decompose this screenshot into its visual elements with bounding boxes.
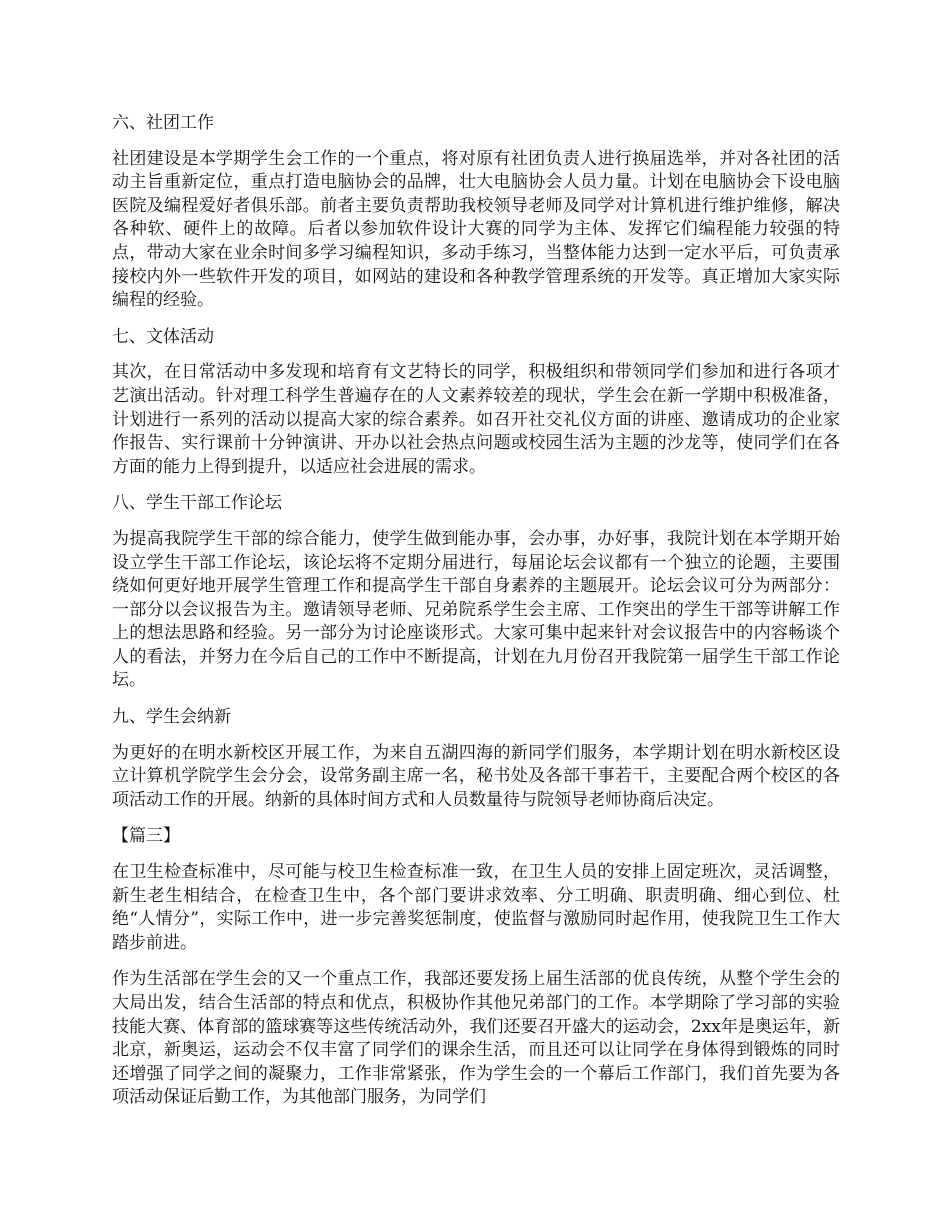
paragraph-recruitment: 为更好的在明水新校区开展工作，为来自五湖四海的新同学们服务，本学期计划在明水新校区设立计算机学院学生会分会，设常务副主席一名，秘书处及各部干事若干，主要配合两个校区的各项活动工作的开展。纳新的具体时间方式和人员数量待与院领导老师协商后决定。 bbox=[112, 742, 840, 810]
document-page bbox=[112, 112, 840, 1123]
section-heading-part-three: 【篇三】 bbox=[112, 826, 180, 847]
section-heading-seven: 七、文体活动 bbox=[112, 326, 214, 347]
section-heading-six: 六、社团工作 bbox=[112, 113, 214, 133]
paragraph-hygiene-inspection: 在卫生检查标准中，尽可能与校卫生检查标准一致，在卫生人员的安排上固定班次，灵活调整，新生老生相结合，在检查卫生中，各个部门要讲求效率、分工明确、职责明确、细心到位、杜绝“人情分”，实际工作中，进一步完善奖惩制度，使监督与激励同时起作用，使我院卫生工作大踏步前进。 bbox=[112, 862, 840, 953]
section-heading-eight: 八、学生干部工作论坛 bbox=[112, 493, 282, 514]
paragraph-cadre-forum: 为提高我院学生干部的综合能力，使学生做到能办事，会办事，办好事，我院计划在本学期开始设立学生干部工作论坛，该论坛将不定期分届进行，每届论坛会议都有一个独立的论题，主要围绕如何更好地开展学生管理工作和提高学生干部自身素养的主题展开。论坛会议可分为两部分：一部分以会议报告为主。邀请领导老师、兄弟院系学生会主席、工作突出的学生干部等讲解工作上的想法思路和经验。另一部分为讨论座谈形式。大家可集中起来针对会议报告中的内容畅谈个人的看法，并努力在今后自己的工作中不断提高，计划在九月份召开我院第一届学生干部工作论坛。 bbox=[112, 528, 840, 691]
paragraph-life-department: 作为生活部在学生会的又一个重点工作，我部还要发扬上届生活部的优良传统，从整个学生会的大局出发，结合生活部的特点和优点，积极协作其他兄弟部门的工作。本学期除了学习部的实验技能大赛、体育部的篮球赛等这些传统活动外，我们还要召开盛大的运动会，2xx年是奥运年，新北京，新奥运，运动会不仅丰富了同学们的课余生活，而且还可以让同学在身体得到锻炼的同时还增强了同学之间的凝聚力，工作非常紧张，作为学生会的一个幕后工作部门，我们首先要为各项活动保证后勤工作，为其他部门服务，为同学们 bbox=[112, 969, 840, 1108]
paragraph-cultural-activities: 其次，在日常活动中多发现和培育有文艺特长的同学，积极组织和带领同学们参加和进行各项才艺演出活动。针对理工科学生普遍存在的人文素养较差的现状，学生会在新一学期中积极准备，计划进行一系列的活动以提高大家的综合素养。如召开社交礼仪方面的讲座、邀请成功的企业家作报告、实行课前十分钟演讲、开办以社会热点问题或校园生活为主题的沙龙等，使同学们在各方面的能力上得到提升，以适应社会进展的需求。 bbox=[112, 362, 840, 477]
paragraph-club-work: 社团建设是本学期学生会工作的一个重点，将对原有社团负责人进行换届选举，并对各社团的活动主旨重新定位，重点打造电脑协会的品牌，壮大电脑协会人员力量。计划在电脑协会下设电脑医院及编程爱好者俱乐部。前者主要负责帮助我校领导老师及同学对计算机进行维护维修，解决各种软、硬件上的故障。后者以参加软件设计大赛的同学为主体、发挥它们编程能力较强的特点，带动大家在业余时间多学习编程知识，多动手练习，当整体能力达到一定水平后，可负责承接校内外一些软件开发的项目，如网站的建设和各种教学管理系统的开发等。真正增加大家实际编程的经验。 bbox=[112, 148, 840, 311]
section-heading-nine: 九、学生会纳新 bbox=[112, 707, 231, 728]
